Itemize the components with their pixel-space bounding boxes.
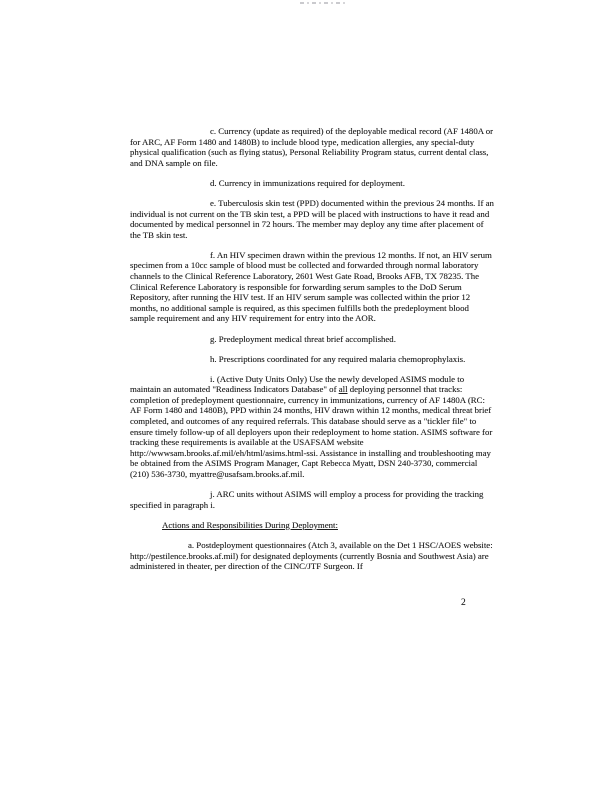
paragraph-j: j. ARC units without ASIMS will employ a process for providing the tracking specified in paragraph i. (130, 489, 484, 510)
paragraph-h: h. Prescriptions coordinated for any required malaria chemoprophylaxis. (210, 353, 466, 364)
paragraph-g: g. Predeployment medical threat brief accomplished. (210, 333, 396, 344)
section-heading-line (130, 520, 494, 531)
document-body (130, 126, 494, 581)
paragraph-a-during-deployment: a. Postdeployment questionnaires (Atch 3, available on the Det 1 HSC/AOES website: http://pestilence.brooks.af.mil) for designated deployments (currently Bosnia and Southwest Asia) are administered in theater, per direction of the CINC/JTF Surgeon. If (130, 539, 493, 572)
paragraph-c: c. Currency (update as required) of the deployable medical record (AF 1480A or for ARC, AF Form 1480 and 1480B) to include blood type, medication allergies, any special-duty physical qualification (such as flying status), Personal Reliability Program status, current dental class, and DNA sample on file. (130, 126, 494, 168)
paragraph-i-text-before: i. (Active Duty Units Only) Use the newly developed ASIMS module to maintain an automated "Readiness Indicators Database" of (130, 373, 465, 395)
paragraph-e: e. Tuberculosis skin test (PPD) documented within the previous 24 months. If an individual is not current on the TB skin test, a PPD will be placed with instructions to have it read and documented by medical personnel in 72 hours. The member may deploy any time after placement of the TB skin test. (130, 197, 494, 240)
paragraph-i-text-after: deploying personnel that tracks: completion of predeployment questionnaire, currency in immunizations, currency of AF 1480A (RC: AF Form 1480 and 1480B), PPD within 24 months, HIV drawn within 12 months, medical threat brief completed, and outcomes of any required referrals. This database should serve as a "tickler file" to ensure timely follow-up of all deployers upon their redeployment to home station. ASIMS software for tracking these requirements is available at the USAFSAM website http://wwwsam.brooks.af.mil/eh/html/asims.html-ssi. Assistance in installing and troubleshooting may be obtained from the ASIMS Program Manager, Capt Rebecca Myatt, DSN 240-3730, commercial (210) 536-3730, myattre@usafsam.brooks.af.mil. (130, 384, 493, 480)
paragraph-i (130, 374, 494, 480)
paragraph-f: f. An HIV specimen drawn within the previous 12 months. If not, an HIV serum specimen from a 10cc sample of blood must be collected and forwarded through normal laboratory channels to the Clinical Reference Laboratory, 2601 West Gate Road, Brooks AFB, TX 78235. The Clinical Reference Laboratory is responsible for forwarding serum samples to the DoD Serum Repository, after running the HIV test. If an HIV serum sample was collected within the prior 12 months, no additional sample is required, as this specimen fulfills both the predeployment blood sample requirement and any HIV requirement for entry into the AOR. (130, 249, 492, 324)
paragraph-i-underlined-word: all (338, 384, 348, 395)
scan-artifact-top (300, 2, 348, 4)
page-number: 2 (461, 598, 466, 608)
paragraph-d: d. Currency in immunizations required for deployment. (210, 177, 405, 188)
section-heading: Actions and Responsibilities During Deployment: (162, 519, 338, 530)
